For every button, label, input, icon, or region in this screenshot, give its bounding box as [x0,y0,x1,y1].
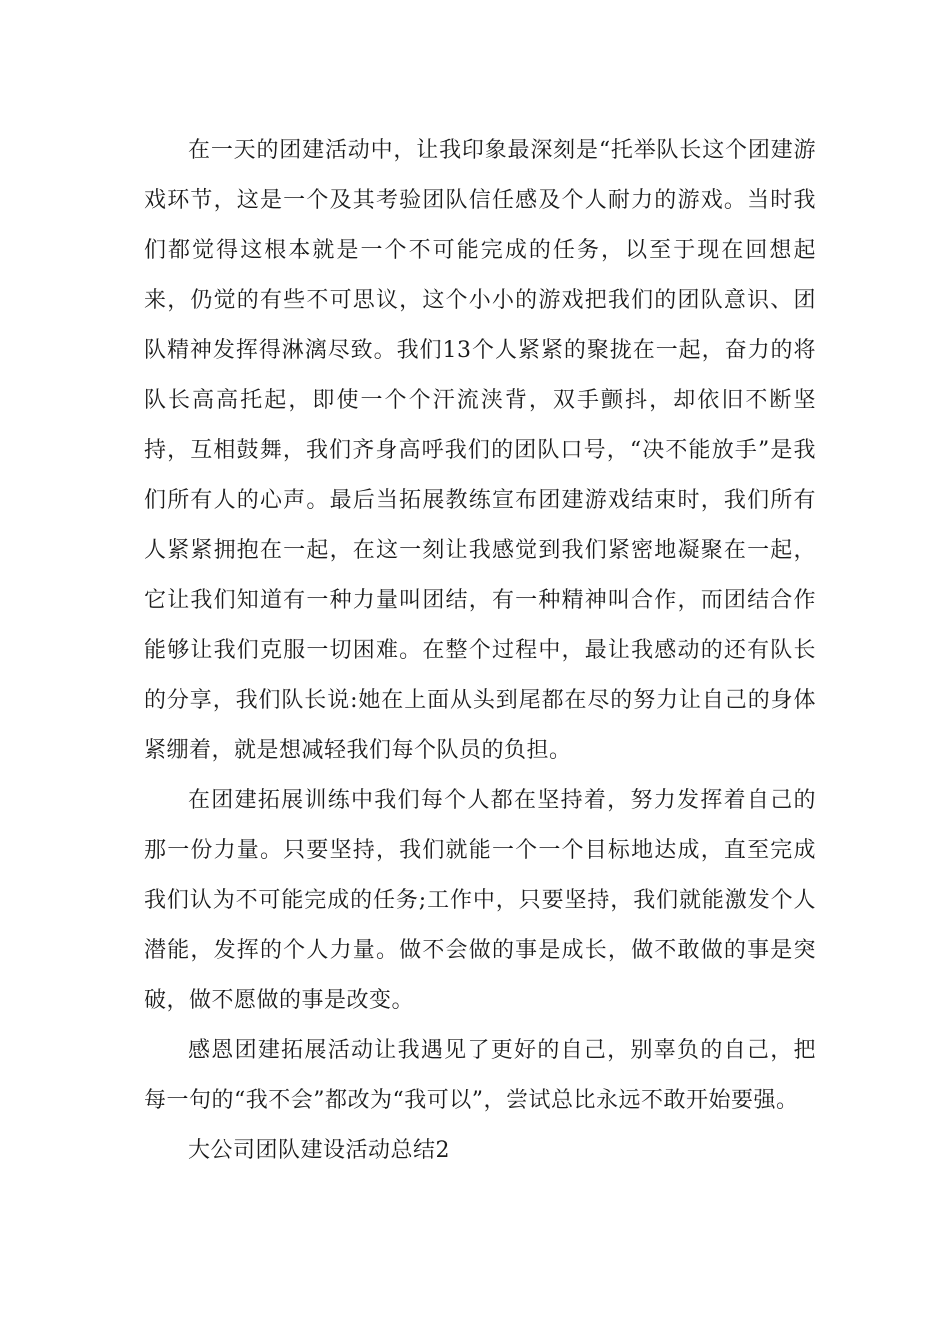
body-paragraph: 感恩团建拓展活动让我遇见了更好的自己，别辜负的自己，把每一句的“我不会”都改为“我可以”，尝试总比永远不敢开始要强。 [144,1038,816,1113]
document-body [144,126,816,1176]
body-paragraph: 在团建拓展训练中我们每个人都在坚持着，努力发挥着自己的那一份力量。只要坚持，我们就能一个一个目标地达成，直至完成我们认为不可能完成的任务;工作中，只要坚持，我们就能激发个人潜能，发挥的个人力量。做不会做的事是成长，做不敢做的事是突破，做不愿做的事是改变。 [144,788,816,1013]
body-paragraph: 在一天的团建活动中，让我印象最深刻是“托举队长这个团建游戏环节，这是一个及其考验团队信任感及个人耐力的游戏。当时我们都觉得这根本就是一个不可能完成的任务，以至于现在回想起来，仍觉的有些不可思议，这个小小的游戏把我们的团队意识、团队精神发挥得淋漓尽致。我们13个人紧紧的聚拢在一起，奋力的将队长高高托起，即使一个个汗流浃背，双手颤抖，却依旧不断坚持，互相鼓舞，我们齐身高呼我们的团队口号，“决不能放手”是我们所有人的心声。最后当拓展教练宣布团建游戏结束时，我们所有人紧紧拥抱在一起，在这一刻让我感觉到我们紧密地凝聚在一起，它让我们知道有一种力量叫团结，有一种精神叫合作，而团结合作能够让我们克服一切困难。在整个过程中，最让我感动的还有队长的分享，我们队长说:她在上面从头到尾都在尽的努力让自己的身体紧绷着，就是想减轻我们每个队员的负担。 [144,138,816,763]
section-title: 大公司团队建设活动总结2 [188,1138,450,1163]
